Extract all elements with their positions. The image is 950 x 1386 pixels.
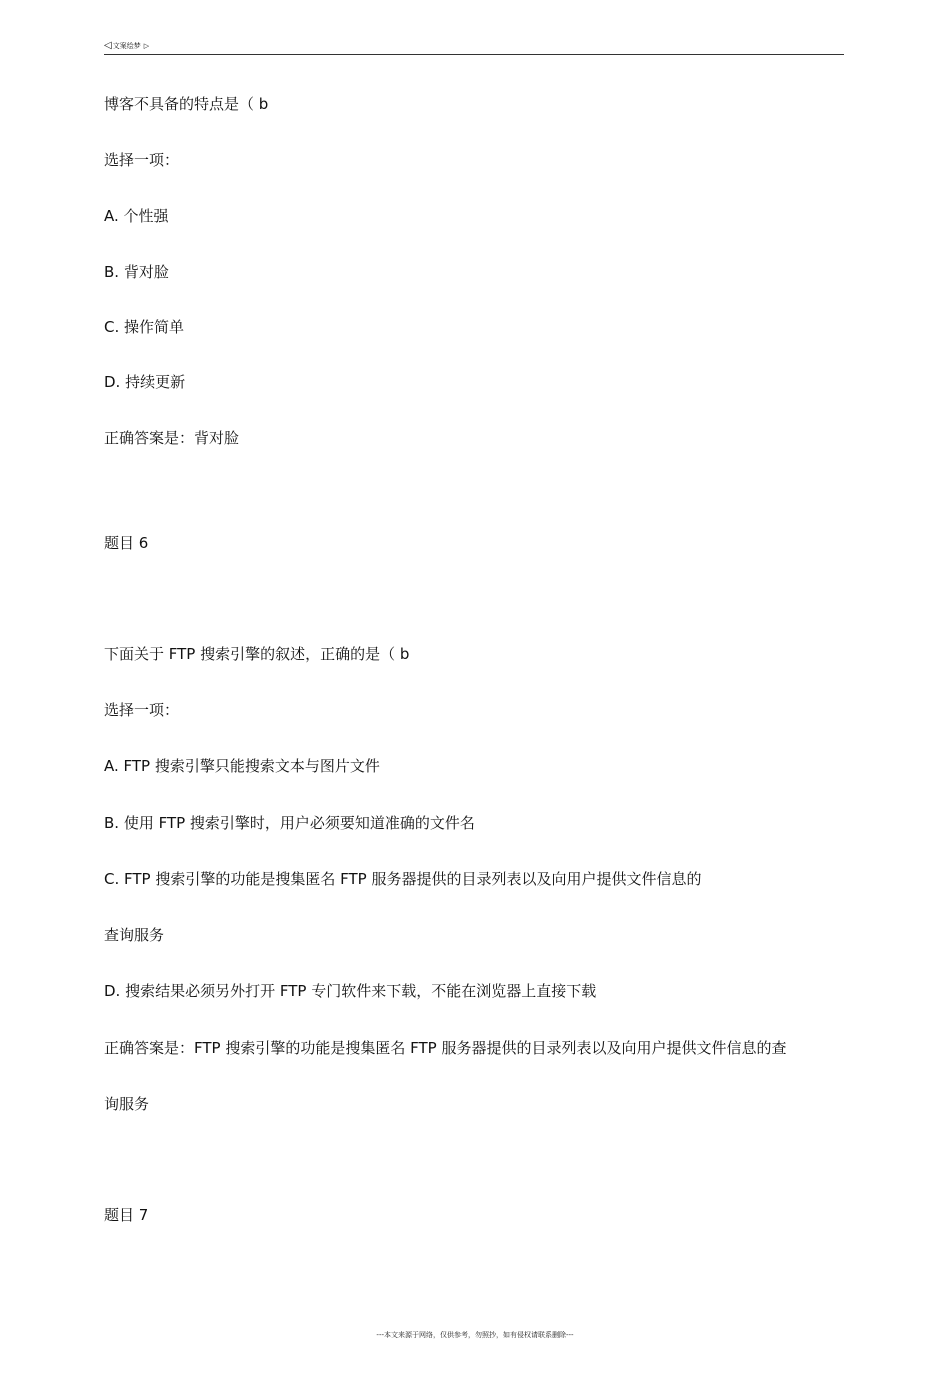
question-7-title: 题目 7 [104, 1206, 149, 1224]
question-5-option-c: C. 操作简单 [104, 318, 185, 336]
left-triangle-icon: ◁ [104, 40, 112, 51]
question-5-stem: 博客不具备的特点是（ b [104, 95, 269, 113]
question-6-stem: 下面关于 FTP 搜索引擎的叙述，正确的是（ b [104, 645, 410, 663]
question-6-instruction: 选择一项： [104, 701, 180, 719]
question-5-instruction: 选择一项： [104, 151, 180, 169]
question-6-option-a: A. FTP 搜索引擎只能搜索文本与图片文件 [104, 757, 380, 775]
question-6-option-c-line2: 查询服务 [104, 926, 165, 944]
page-header [104, 40, 844, 55]
question-6-title: 题目 6 [104, 534, 149, 552]
header-title: 文案绘梦 [112, 42, 141, 50]
question-6-option-d: D. 搜索结果必须另外打开 FTP 专门软件来下载，不能在浏览器上直接下载 [104, 982, 597, 1000]
question-5-option-d: D. 持续更新 [104, 373, 186, 391]
question-6-answer-line1: 正确答案是：FTP 搜索引擎的功能是搜集匿名 FTP 服务器提供的目录列表以及向用户提供文件信息的查 [104, 1039, 787, 1057]
right-triangle-icon: ▷ [143, 42, 150, 50]
question-5-option-b: B. 背对脸 [104, 263, 169, 281]
question-5-option-a: A. 个性强 [104, 207, 169, 225]
question-6-option-c-line1: C. FTP 搜索引擎的功能是搜集匿名 FTP 服务器提供的目录列表以及向用户提供文件信息的 [104, 870, 702, 888]
page-footer: ---本文来源于网络，仅供参考，勿照抄，如有侵权请联系删除--- [376, 1331, 574, 1339]
question-6-answer-line2: 询服务 [104, 1095, 150, 1113]
question-5-answer: 正确答案是：背对脸 [104, 429, 240, 447]
question-6-option-b: B. 使用 FTP 搜索引擎时，用户必须要知道准确的文件名 [104, 814, 475, 832]
